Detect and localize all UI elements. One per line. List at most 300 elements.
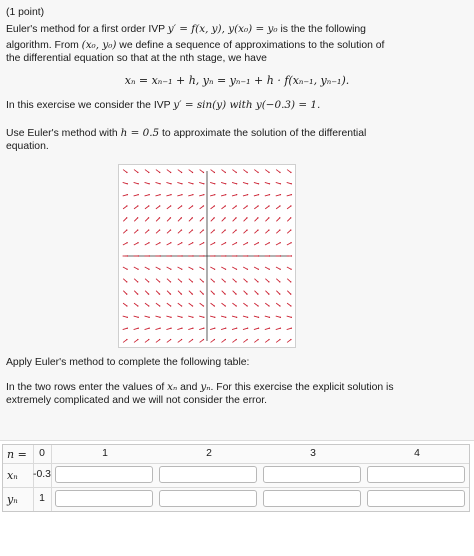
- slope-arrow: [123, 170, 127, 173]
- slope-arrow: [244, 218, 247, 221]
- slope-arrow: [178, 267, 182, 269]
- slope-arrow: [232, 243, 236, 245]
- slope-arrow-head: [214, 317, 215, 318]
- slope-arrow: [254, 195, 259, 196]
- slope-arrow-head: [138, 194, 139, 195]
- slope-arrow: [287, 170, 291, 173]
- slope-arrow: [145, 291, 148, 294]
- slope-arrow: [156, 291, 159, 294]
- slope-arrow: [210, 243, 214, 245]
- slope-arrow: [156, 243, 160, 245]
- slope-arrow: [221, 195, 226, 196]
- slope-arrow-head: [170, 172, 171, 173]
- slope-arrow: [189, 206, 193, 209]
- slope-arrow: [200, 230, 204, 233]
- slope-arrow: [265, 206, 269, 209]
- slope-arrow-head: [291, 194, 292, 195]
- slope-arrow: [254, 182, 259, 183]
- slope-arrow: [265, 195, 270, 196]
- ivp-general-math: y′ = f(x, y), y(x₀) = y₀: [167, 23, 278, 35]
- slope-arrow: [177, 328, 182, 329]
- slope-arrow-head: [148, 217, 149, 218]
- slope-arrow: [123, 206, 127, 209]
- euler-formula: xₙ = xₙ₋₁ + h, yₙ = yₙ₋₁ + h · f(xₙ₋₁, yₙ₋₁).: [124, 74, 350, 87]
- slope-arrow: [134, 267, 138, 269]
- step-header-1: 1: [102, 448, 108, 459]
- slope-arrow-head: [203, 194, 204, 195]
- slope-arrow: [134, 316, 139, 317]
- slope-arrow-head: [236, 339, 237, 340]
- slope-arrow: [265, 170, 269, 173]
- slope-arrow-head: [235, 217, 236, 218]
- slope-arrow: [265, 230, 269, 233]
- slope-arrow-head: [192, 281, 193, 282]
- slope-arrow: [287, 267, 291, 269]
- slope-arrow-head: [181, 217, 182, 218]
- intro-line-3: the differential equation so that at the nth stage, we have: [6, 53, 267, 64]
- slope-arrow: [211, 279, 215, 282]
- slope-arrow-head: [236, 194, 237, 195]
- slope-arrow: [134, 291, 137, 294]
- slope-arrow-head: [236, 205, 237, 206]
- slope-arrow-head: [148, 293, 149, 294]
- slope-arrow-head: [137, 217, 138, 218]
- slope-arrow-head: [291, 317, 292, 318]
- slope-arrow-head: [291, 328, 292, 329]
- slope-arrow-head: [214, 194, 215, 195]
- slope-arrow-head: [214, 183, 215, 184]
- slope-arrow: [276, 303, 280, 306]
- slope-arrow: [265, 243, 269, 245]
- slope-arrow: [222, 279, 226, 282]
- slope-arrow-head: [192, 183, 193, 184]
- slope-arrow: [254, 328, 259, 329]
- slope-arrow: [200, 218, 203, 221]
- slope-arrow-head: [290, 205, 291, 206]
- slope-arrow-head: [126, 217, 127, 218]
- slope-arrow-head: [138, 328, 139, 329]
- slope-arrow: [199, 195, 204, 196]
- x3-input[interactable]: [263, 466, 361, 483]
- slope-arrow: [134, 170, 138, 173]
- slope-arrow: [155, 316, 160, 317]
- slope-arrow-head: [137, 172, 138, 173]
- slope-arrow-head: [257, 339, 258, 340]
- slope-arrow: [232, 340, 236, 343]
- slope-arrow: [134, 279, 138, 282]
- slope-arrow-head: [181, 194, 182, 195]
- slope-arrow-head: [203, 317, 204, 318]
- slope-arrow: [265, 328, 270, 329]
- slope-arrow-head: [148, 317, 149, 318]
- slope-arrow: [287, 243, 291, 245]
- slope-arrow: [200, 303, 204, 306]
- slope-arrow: [232, 195, 237, 196]
- slope-arrow: [210, 328, 215, 329]
- slope-arrow-head: [159, 229, 160, 230]
- slope-arrow-head: [214, 255, 215, 256]
- slope-arrow-head: [280, 194, 281, 195]
- apply-instruction: Apply Euler's method to complete the following table:: [6, 357, 250, 368]
- xn-row-label: xₙ: [7, 469, 18, 482]
- slope-arrow: [177, 182, 182, 183]
- slope-arrow: [156, 230, 160, 233]
- slope-arrow: [167, 340, 171, 343]
- slope-arrow-head: [127, 328, 128, 329]
- ivp-line: [6, 98, 320, 113]
- intro-text: Euler's method for a first order IVP: [6, 24, 168, 35]
- slope-arrow: [276, 279, 280, 282]
- slope-arrow: [221, 267, 225, 269]
- slope-arrow: [167, 230, 171, 233]
- slope-arrow: [166, 328, 171, 329]
- slope-arrow-head: [247, 183, 248, 184]
- slope-arrow-head: [159, 317, 160, 318]
- slope-arrow-head: [203, 242, 204, 243]
- slope-arrow: [210, 316, 215, 317]
- slope-arrow-head: [246, 339, 247, 340]
- slope-arrow: [167, 218, 170, 221]
- slope-arrow: [243, 182, 248, 183]
- slope-arrow-head: [269, 242, 270, 243]
- slope-arrow-head: [137, 269, 138, 270]
- euler-table: [2, 444, 470, 512]
- slope-arrow-head: [126, 172, 127, 173]
- slope-arrow: [200, 340, 204, 343]
- slope-arrow: [200, 279, 204, 282]
- slope-arrow: [211, 170, 215, 173]
- slope-arrow-head: [203, 255, 204, 256]
- slope-arrow-head: [170, 242, 171, 243]
- slope-arrow: [167, 303, 171, 306]
- slope-arrow: [178, 340, 182, 343]
- slope-arrow-head: [159, 172, 160, 173]
- slope-arrow-head: [192, 317, 193, 318]
- slope-arrow-head: [258, 269, 259, 270]
- slope-arrow: [189, 279, 193, 282]
- slope-arrow-head: [126, 305, 127, 306]
- slope-arrow: [189, 230, 193, 233]
- slope-arrow-head: [126, 205, 127, 206]
- slope-arrow-head: [291, 255, 292, 256]
- slope-arrow: [222, 291, 225, 294]
- slope-arrow-head: [214, 269, 215, 270]
- slope-arrow-head: [126, 281, 127, 282]
- slope-arrow: [233, 279, 237, 282]
- slope-arrow-head: [290, 242, 291, 243]
- slope-arrow: [178, 291, 181, 294]
- x1-input[interactable]: [55, 466, 153, 483]
- slope-arrow-head: [280, 255, 281, 256]
- slope-arrow-head: [203, 328, 204, 329]
- slope-arrow-head: [257, 305, 258, 306]
- slope-arrow: [287, 279, 291, 282]
- slope-arrow: [221, 328, 226, 329]
- slope-arrow-head: [258, 194, 259, 195]
- slope-arrow-head: [159, 242, 160, 243]
- slope-arrow-head: [170, 281, 171, 282]
- slope-arrow: [200, 170, 204, 173]
- slope-arrow-head: [170, 293, 171, 294]
- slope-arrow-head: [137, 339, 138, 340]
- slope-arrow: [243, 316, 248, 317]
- slope-arrow-head: [159, 339, 160, 340]
- slope-arrow: [265, 279, 269, 282]
- slope-arrow: [276, 170, 280, 173]
- slope-arrow-head: [247, 255, 248, 256]
- slope-arrow-head: [279, 293, 280, 294]
- slope-arrow-head: [192, 328, 193, 329]
- slope-arrow: [243, 230, 247, 233]
- slope-arrow-head: [236, 317, 237, 318]
- slope-arrow: [243, 328, 248, 329]
- slope-arrow: [189, 303, 193, 306]
- slope-arrow: [254, 230, 258, 233]
- slope-arrow-head: [279, 305, 280, 306]
- slope-arrow-head: [181, 293, 182, 294]
- slope-arrow-head: [268, 339, 269, 340]
- slope-arrow: [276, 230, 280, 233]
- slope-arrow: [166, 182, 171, 183]
- slope-arrow-head: [257, 281, 258, 282]
- slope-arrow: [155, 195, 160, 196]
- slope-arrow-head: [225, 339, 226, 340]
- slope-arrow-head: [138, 255, 139, 256]
- slope-arrow: [232, 316, 237, 317]
- slope-arrow: [156, 340, 160, 343]
- slope-arrow-head: [192, 255, 193, 256]
- slope-arrow-head: [148, 172, 149, 173]
- slope-arrow-head: [181, 242, 182, 243]
- slope-arrow: [254, 243, 258, 245]
- rows-text: and: [177, 382, 201, 393]
- slope-arrow-head: [225, 255, 226, 256]
- slope-arrow: [210, 267, 214, 269]
- slope-arrow-head: [235, 229, 236, 230]
- slope-arrow: [199, 243, 203, 245]
- slope-arrow: [145, 340, 149, 343]
- slope-arrow: [145, 182, 150, 183]
- slope-arrow-head: [192, 339, 193, 340]
- slope-arrow: [254, 316, 259, 317]
- slope-arrow: [265, 218, 268, 221]
- slope-arrow-head: [235, 293, 236, 294]
- slope-arrow-head: [257, 172, 258, 173]
- slope-arrow: [167, 170, 171, 173]
- slope-arrow: [211, 303, 215, 306]
- slope-arrow-head: [224, 281, 225, 282]
- slope-arrow: [210, 182, 215, 183]
- slope-arrow: [287, 206, 291, 209]
- slope-arrow-head: [192, 293, 193, 294]
- slope-arrow: [188, 316, 193, 317]
- slope-arrow: [243, 303, 247, 306]
- slope-arrow: [221, 243, 225, 245]
- slope-arrow-head: [213, 217, 214, 218]
- slope-arrow-head: [290, 281, 291, 282]
- slope-arrow-head: [126, 229, 127, 230]
- intro-line-2: [6, 38, 384, 53]
- slope-arrow: [188, 267, 192, 269]
- slope-arrow: [233, 291, 236, 294]
- slope-arrow: [123, 316, 128, 317]
- slope-arrow-head: [225, 183, 226, 184]
- slope-arrow-head: [148, 194, 149, 195]
- slope-arrow: [200, 206, 204, 209]
- slope-arrow-head: [257, 229, 258, 230]
- slope-arrow-head: [235, 281, 236, 282]
- slope-arrow-head: [236, 183, 237, 184]
- slope-arrow-head: [225, 269, 226, 270]
- slope-arrow: [221, 182, 226, 183]
- slope-arrow: [276, 328, 281, 329]
- slope-arrow-head: [203, 217, 204, 218]
- slope-arrow-head: [279, 339, 280, 340]
- slope-arrow-head: [181, 229, 182, 230]
- slope-arrow: [178, 279, 182, 282]
- slope-arrow-head: [258, 242, 259, 243]
- slope-arrow: [188, 182, 193, 183]
- slope-arrow-head: [258, 328, 259, 329]
- x4-input[interactable]: [367, 466, 465, 483]
- slope-arrow: [145, 279, 149, 282]
- slope-arrow-head: [290, 293, 291, 294]
- slope-arrow: [287, 230, 291, 233]
- slope-arrow-head: [236, 328, 237, 329]
- slope-arrow-head: [126, 242, 127, 243]
- slope-arrow-head: [224, 217, 225, 218]
- slope-arrow-head: [203, 229, 204, 230]
- slope-arrow-head: [181, 317, 182, 318]
- slope-arrow: [123, 303, 127, 306]
- slope-arrow-head: [247, 317, 248, 318]
- slope-arrow: [199, 182, 204, 183]
- y1-input[interactable]: [55, 490, 153, 507]
- slope-arrow-head: [160, 255, 161, 256]
- slope-arrow: [145, 243, 149, 245]
- slope-arrow: [145, 170, 149, 173]
- slope-arrow: [254, 303, 258, 306]
- slope-arrow: [166, 195, 171, 196]
- slope-arrow: [276, 340, 280, 343]
- slope-arrow: [233, 230, 237, 233]
- slope-arrow-head: [236, 269, 237, 270]
- task-text: to approximate the solution of the differential: [159, 128, 367, 139]
- slope-arrow-head: [170, 317, 171, 318]
- slope-arrow-head: [148, 242, 149, 243]
- slope-arrow: [134, 230, 138, 233]
- slope-arrow: [287, 195, 292, 196]
- slope-arrow-head: [126, 269, 127, 270]
- slope-arrow-head: [257, 217, 258, 218]
- slope-arrow: [221, 206, 225, 209]
- y4-input[interactable]: [367, 490, 465, 507]
- slope-arrow-head: [214, 205, 215, 206]
- slope-arrow-head: [279, 281, 280, 282]
- ivp-math: y′ = sin(y) with y(−0.3) = 1.: [173, 99, 321, 111]
- slope-field-plot: [118, 164, 296, 348]
- slope-arrow-head: [159, 194, 160, 195]
- slope-arrow: [178, 243, 182, 245]
- slope-arrow-head: [137, 242, 138, 243]
- task-text: Use Euler's method with: [6, 128, 121, 139]
- slope-arrow-head: [192, 269, 193, 270]
- slope-arrow: [199, 328, 204, 329]
- slope-arrow-head: [192, 194, 193, 195]
- slope-arrow: [276, 218, 279, 221]
- slope-arrow-head: [225, 242, 226, 243]
- slope-arrow-head: [246, 217, 247, 218]
- slope-arrow: [244, 291, 247, 294]
- slope-arrow: [265, 340, 269, 343]
- slope-arrow: [243, 206, 247, 209]
- slope-arrow-head: [246, 293, 247, 294]
- slope-arrow: [145, 328, 150, 329]
- step-header-3: 3: [310, 448, 316, 459]
- slope-arrow: [233, 218, 236, 221]
- slope-arrow: [287, 328, 292, 329]
- slope-arrow-head: [181, 255, 182, 256]
- initial-point-math: (x₀, y₀): [81, 39, 117, 51]
- slope-arrow-head: [236, 305, 237, 306]
- slope-arrow: [178, 230, 182, 233]
- slope-arrow-head: [137, 205, 138, 206]
- slope-arrow: [276, 291, 279, 294]
- slope-arrow-head: [181, 339, 182, 340]
- slope-arrow: [254, 279, 258, 282]
- slope-arrow-head: [170, 194, 171, 195]
- slope-arrow-head: [269, 328, 270, 329]
- slope-arrow: [123, 279, 127, 282]
- slope-arrow-head: [192, 229, 193, 230]
- x2-input[interactable]: [159, 466, 257, 483]
- slope-arrow-head: [159, 205, 160, 206]
- slope-arrow: [145, 230, 149, 233]
- slope-arrow: [189, 291, 192, 294]
- slope-arrow-head: [170, 217, 171, 218]
- slope-arrow: [166, 316, 171, 317]
- slope-arrow-head: [170, 328, 171, 329]
- rows-text: . For this exercise the explicit solution is: [210, 382, 394, 393]
- slope-arrow: [243, 243, 247, 245]
- slope-arrow: [145, 195, 150, 196]
- task-line-2: equation.: [6, 141, 49, 152]
- slope-arrow-head: [203, 205, 204, 206]
- y3-input[interactable]: [263, 490, 361, 507]
- slope-arrow-head: [192, 217, 193, 218]
- slope-arrow: [178, 170, 182, 173]
- slope-arrow-head: [279, 269, 280, 270]
- slope-arrow-head: [268, 205, 269, 206]
- slope-arrow: [265, 303, 269, 306]
- slope-arrow-head: [181, 328, 182, 329]
- slope-arrow-head: [181, 172, 182, 173]
- slope-arrow: [167, 206, 171, 209]
- xn-math: xₙ: [167, 381, 178, 393]
- slope-arrow-head: [268, 172, 269, 173]
- slope-arrow-head: [203, 305, 204, 306]
- y2-input[interactable]: [159, 490, 257, 507]
- slope-arrow-head: [149, 255, 150, 256]
- slope-arrow: [134, 195, 139, 196]
- slope-arrow-head: [290, 269, 291, 270]
- slope-arrow: [222, 218, 225, 221]
- slope-arrow-head: [224, 229, 225, 230]
- slope-arrow: [145, 218, 148, 221]
- slope-arrow-head: [214, 305, 215, 306]
- slope-arrow: [156, 170, 160, 173]
- slope-arrow-head: [246, 229, 247, 230]
